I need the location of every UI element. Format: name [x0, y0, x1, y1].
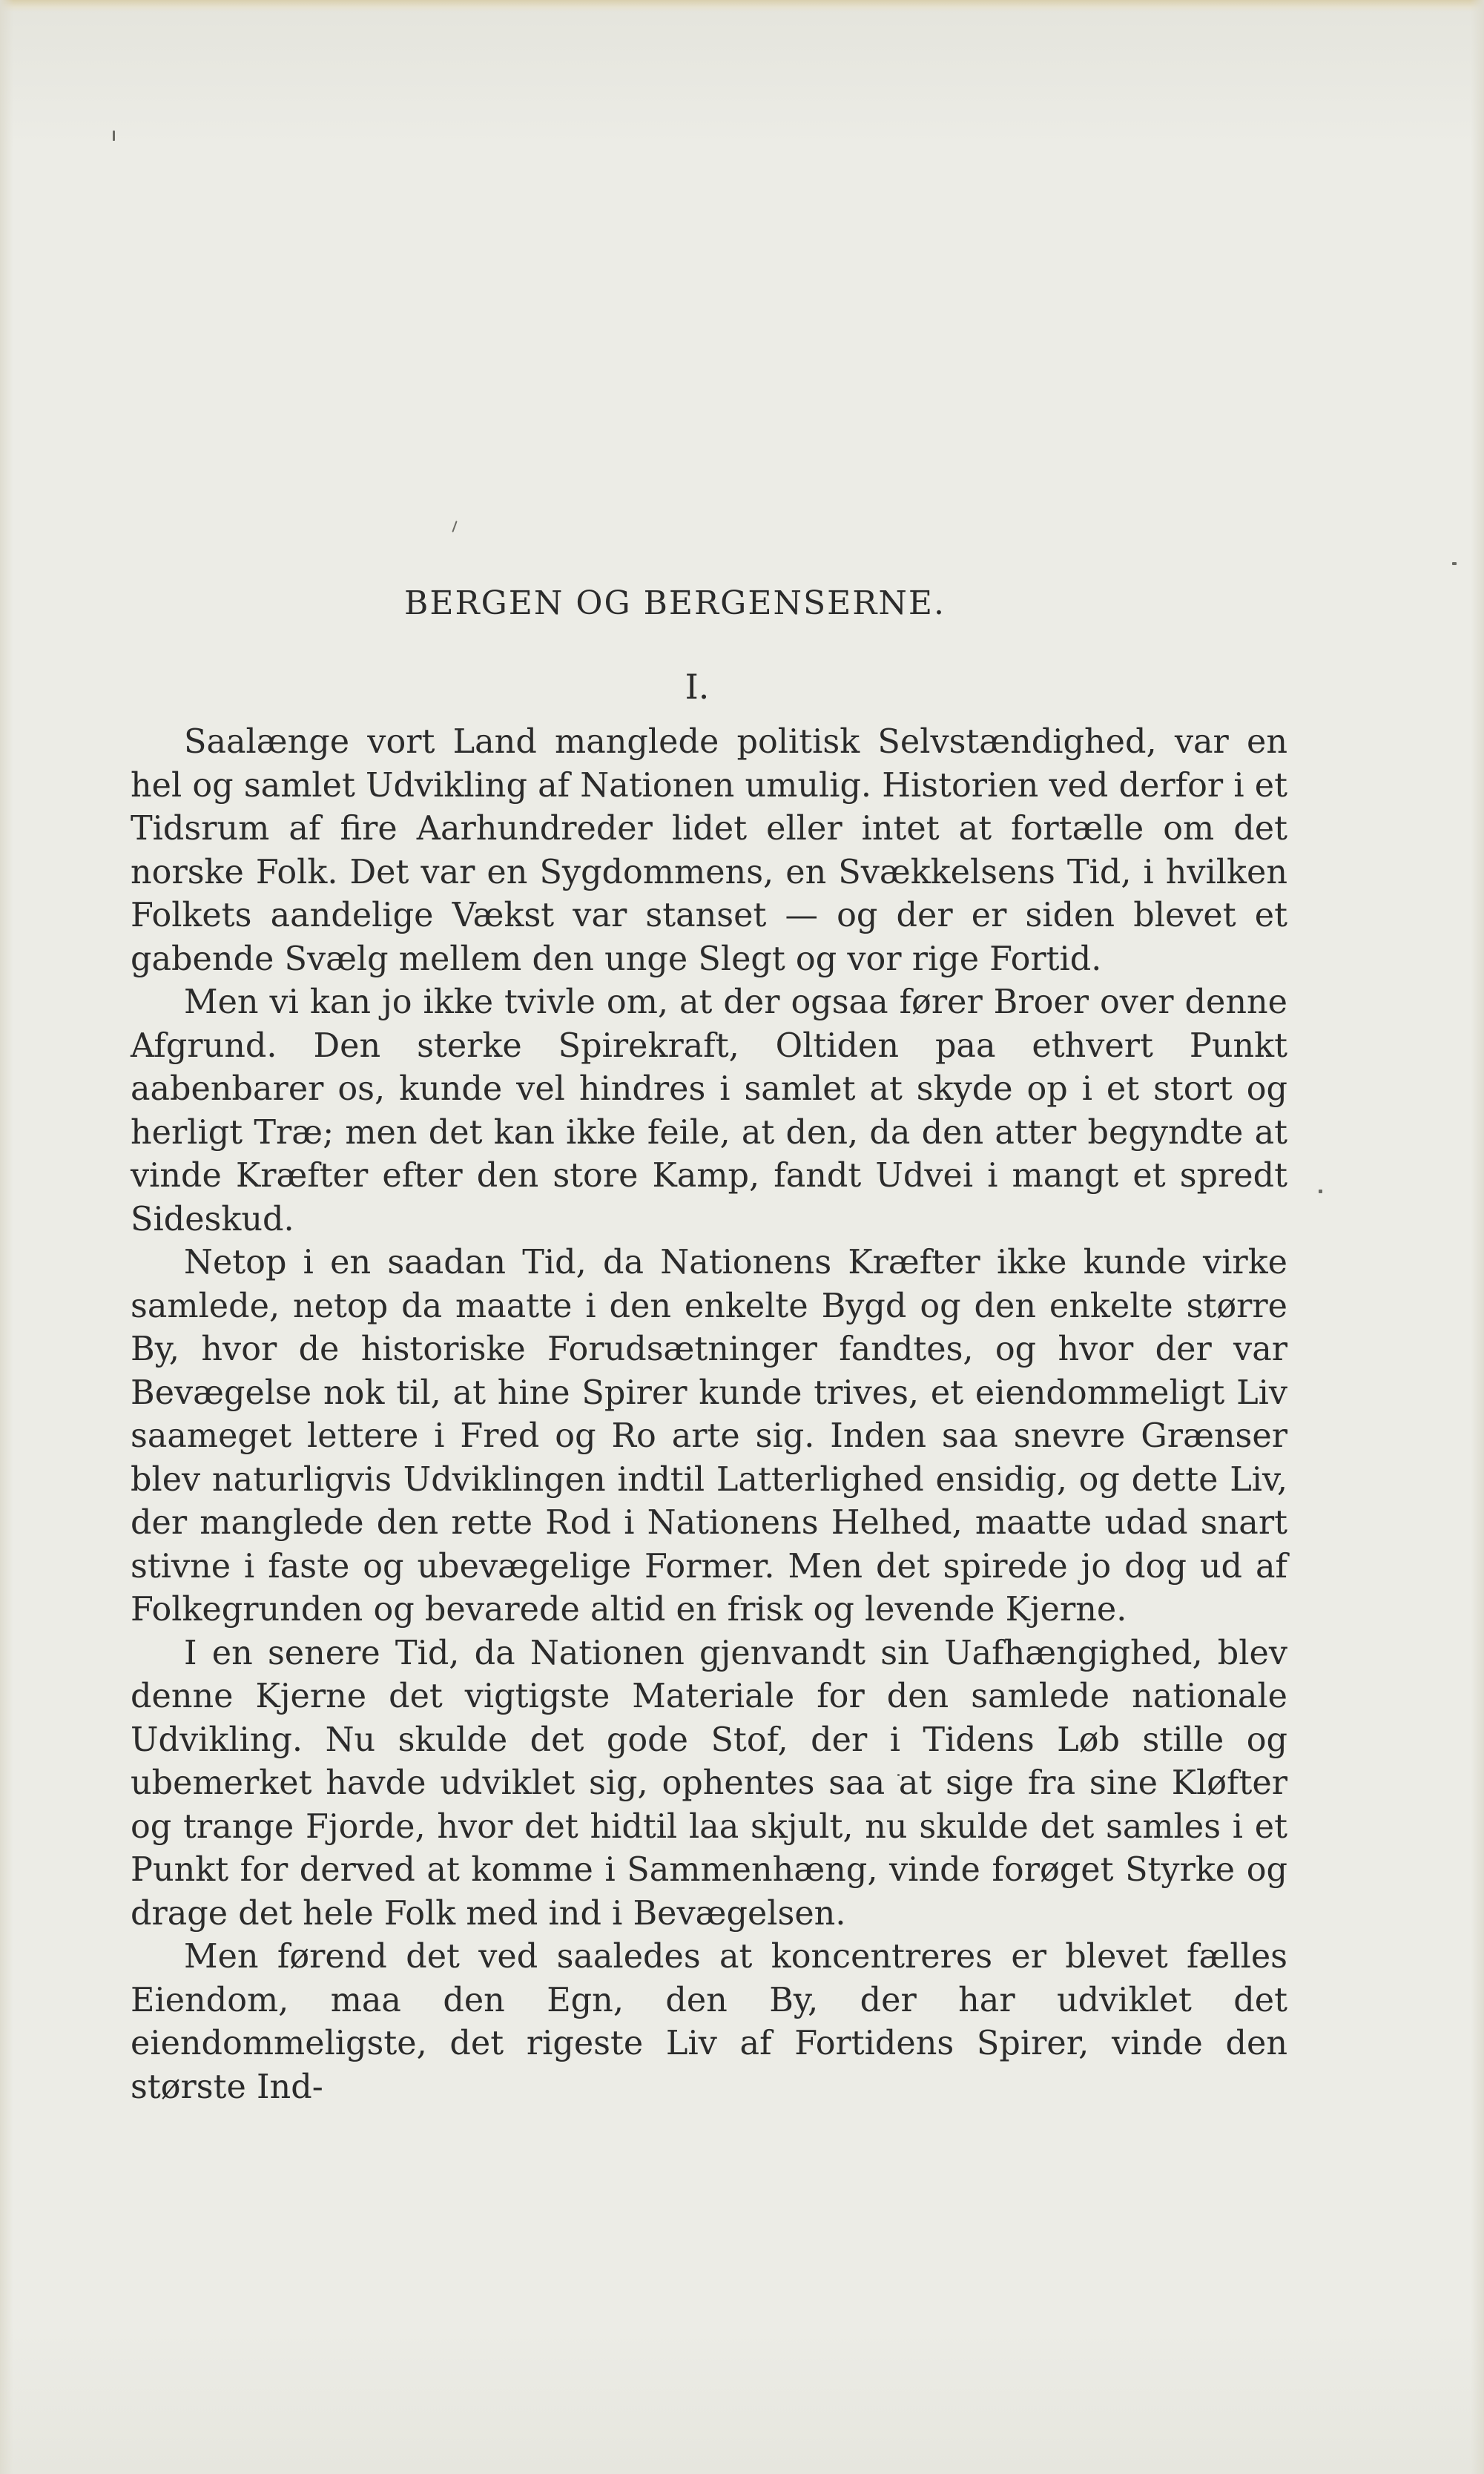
page-top-edge: [0, 0, 1484, 12]
page-title: BERGEN OG BERGENSERNE.: [404, 584, 946, 622]
body-text: [131, 721, 1287, 2109]
paragraph: Men vi kan jo ikke tvivle om, at der ogsaa fører Broer over denne Afgrund. Den sterke Spirekraft, Oltiden paa ethvert Punkt aabenbarer os, kunde vel hindres i samlet at skyde op i et stort og herligt Træ; men det kan ikke feile, at den, da den atter begyndte at vinde Kræfter efter den store Kamp, fandt Udvei i mangt et spredt Sideskud.: [131, 983, 1287, 1238]
scan-speck: [1452, 562, 1457, 565]
page-left-edge: [0, 0, 13, 2474]
page-right-edge: [1471, 0, 1484, 2474]
scan-speck: [1319, 1190, 1322, 1193]
paragraph: Men førend det ved saaledes at koncentreres er blevet fælles Eiendom, maa den Egn, den By, der har udviklet det eiendommeligste, det rigeste Liv af Fortidens Spirer, vinde den største Ind-: [131, 1938, 1287, 2106]
paragraph: I en senere Tid, da Nationen gjenvandt sin Uafhængighed, blev denne Kjerne det vigtigste Materiale for den samlede nationale Udvikling. Nu skulde det gode Stof, der i Tidens Løb stille og ubemerket havde udviklet sig, ophentes saa at sige fra sine Kløfter og trange Fjorde, hvor det hidtil laa skjult, nu skulde det samles i et Punkt for derved at komme i Sammenhæng, vinde forøget Styrke og drage det hele Folk med ind i Bevægelsen.: [131, 1634, 1287, 1933]
paragraph: Netop i en saadan Tid, da Nationens Kræfter ikke kunde virke samlede, netop da maatte i den enkelte Bygd og den enkelte større By, hvor de historiske Forudsætninger fandtes, og hvor der var Bevægelse nok til, at hine Spirer kunde trives, et eiendommeligt Liv saameget lettere i Fred og Ro arte sig. Inden saa snevre Grænser blev naturligvis Udviklingen indtil Latterlighed ensidig, og dette Liv, der manglede den rette Rod i Nationens Helhed, maatte udad snart stivne i faste og ubevægelige Former. Men det spirede jo dog ud af Folkegrunden og bevarede altid en frisk og levende Kjerne.: [131, 1244, 1287, 1629]
scan-speck: [452, 521, 457, 532]
scan-speck: [113, 131, 115, 141]
section-number: I.: [685, 667, 710, 707]
paragraph: Saalænge vort Land manglede politisk Selvstændighed, var en hel og samlet Udvikling af Nationen umulig. Historien ved derfor i et Tidsrum af fire Aarhundreder lidet eller intet at fortælle om det norske Folk. Det var en Sygdommens, en Svækkelsens Tid, i hvilken Folkets aandelige Vækst var stanset — og der er siden blevet et gabende Svælg mellem den unge Slegt og vor rige Fortid.: [131, 723, 1287, 978]
